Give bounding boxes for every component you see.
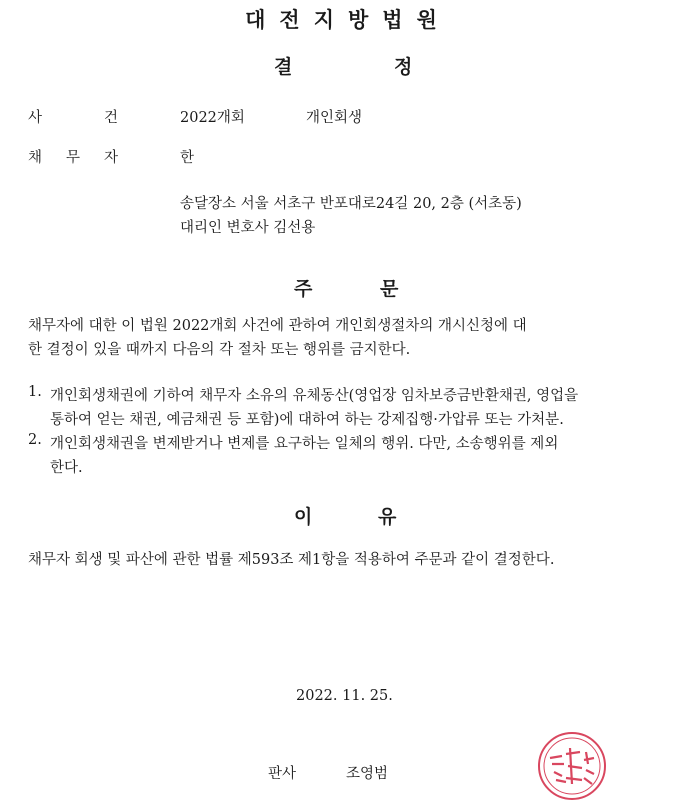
case-number: 2022개회 <box>180 110 245 126</box>
order-heading-right: 문 <box>380 278 399 300</box>
debtor-name: 한 <box>180 150 195 166</box>
doc-title-left: 결 <box>274 56 293 78</box>
doc-title-right: 정 <box>394 56 413 78</box>
order-item-1-line-2: 통하여 얻는 채권, 예금채권 등 포함)에 대하여 하는 강제집행·가압류 또는 가처분. <box>50 412 564 428</box>
reason-heading-right: 유 <box>378 506 397 528</box>
judge-label: 판사 <box>268 766 297 782</box>
judge-name: 조영범 <box>346 766 389 782</box>
court-name: 대전지방법원 <box>245 8 451 32</box>
order-item-2-line-1: 개인회생채권을 변제받거나 변제를 요구하는 일체의 행위. 다만, 소송행위를 제외 <box>50 436 559 452</box>
order-heading-left: 주 <box>294 278 313 300</box>
order-item-1-num: 1. <box>28 384 42 400</box>
court-seal-icon <box>536 730 608 802</box>
debtor-label: 채 무 자 <box>28 150 118 166</box>
order-item-1-line-1: 개인회생채권에 기하여 채무자 소유의 유체동산(영업장 임차보증금반환채권, 영업을 <box>50 388 579 404</box>
order-item-2-num: 2. <box>28 432 42 448</box>
case-type: 개인회생 <box>306 110 363 126</box>
reason-text: 채무자 회생 및 파산에 관한 법률 제593조 제1항을 적용하여 주문과 같이 결정한다. <box>28 552 555 568</box>
service-address: 송달장소 서울 서초구 반포대로24길 20, 2층 (서초동) <box>180 196 522 212</box>
order-intro-line-2: 한 결정이 있을 때까지 다음의 각 절차 또는 행위를 금지한다. <box>28 342 411 358</box>
order-intro-line-1: 채무자에 대한 이 법원 2022개회 사건에 관하여 개인회생절차의 개시신청에 대 <box>28 318 527 334</box>
order-item-2-line-2: 한다. <box>50 460 83 476</box>
decision-date: 2022. 11. 25. <box>296 688 393 704</box>
reason-heading-left: 이 <box>294 506 313 528</box>
case-label: 사 건 <box>28 110 118 126</box>
agent: 대리인 변호사 김선용 <box>180 220 316 236</box>
